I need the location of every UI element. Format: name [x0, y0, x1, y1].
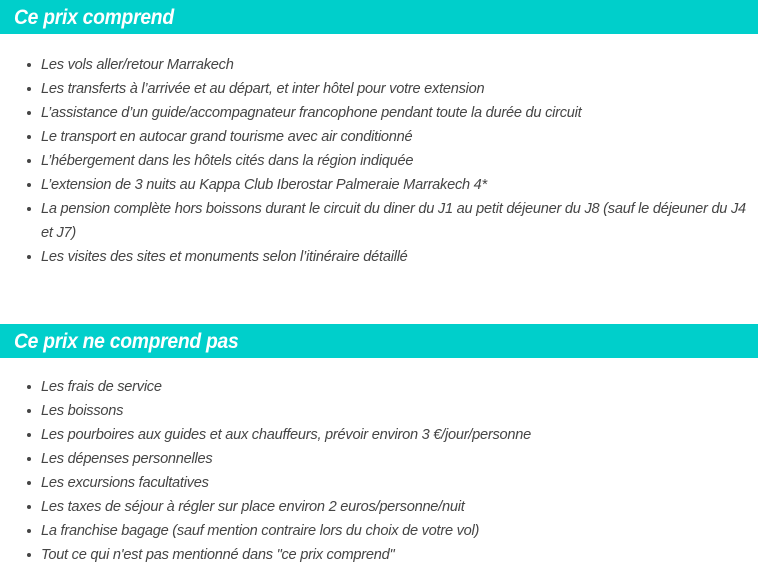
list-item-label: Les vols aller/retour Marrakech — [41, 57, 234, 73]
section-body-included — [0, 53, 758, 269]
section-title-included: Ce prix comprend — [14, 5, 174, 29]
section-body-not-included — [0, 375, 758, 567]
list-item-label: Les frais de service — [41, 379, 162, 395]
list-item-label: Les transferts à l’arrivée et au départ, et inter hôtel pour votre extension — [41, 81, 485, 97]
bullet-icon — [27, 87, 31, 91]
list-item — [0, 53, 758, 77]
list-item-label: Les pourboires aux guides et aux chauffeurs, prévoir environ 3 €/jour/personne — [41, 427, 531, 443]
section-spacer — [0, 269, 758, 324]
list-item — [0, 149, 758, 173]
list-item — [0, 375, 758, 399]
bullet-icon — [27, 183, 31, 187]
bullet-icon — [27, 433, 31, 437]
bullet-icon — [27, 207, 31, 211]
bullet-icon — [27, 135, 31, 139]
bullet-icon — [27, 457, 31, 461]
bullet-icon — [27, 111, 31, 115]
section-title-not-included: Ce prix ne comprend pas — [14, 329, 239, 353]
bullet-icon — [27, 409, 31, 413]
list-item-label: Les taxes de séjour à régler sur place environ 2 euros/personne/nuit — [41, 499, 465, 515]
list-item — [0, 173, 758, 197]
list-item — [0, 101, 758, 125]
list-item — [0, 471, 758, 495]
list-item-label: Les boissons — [41, 403, 124, 419]
list-item-label: Tout ce qui n'est pas mentionné dans "ce prix comprend" — [41, 547, 395, 563]
bullet-icon — [27, 385, 31, 389]
spacer-above-included-list — [0, 34, 758, 53]
section-header-not-included — [0, 324, 758, 358]
section-header-included — [0, 0, 758, 34]
list-item-label: Les visites des sites et monuments selon l’itinéraire détaillé — [41, 249, 408, 265]
bullet-icon — [27, 529, 31, 533]
bullet-icon — [27, 63, 31, 67]
bullet-icon — [27, 481, 31, 485]
list-item-label: La pension complète hors boissons durant le circuit du diner du J1 au petit déjeuner du J8 (sauf le déjeuner du J4 et J7) — [41, 201, 746, 241]
list-item — [0, 77, 758, 101]
bullet-icon — [27, 505, 31, 509]
bullet-icon — [27, 553, 31, 557]
bullet-icon — [27, 255, 31, 259]
list-item — [0, 125, 758, 149]
section-included — [0, 0, 758, 269]
list-item — [0, 495, 758, 519]
included-list — [0, 53, 758, 269]
bullet-icon — [27, 159, 31, 163]
not-included-list — [0, 375, 758, 567]
list-item — [0, 399, 758, 423]
list-item-label: L’assistance d’un guide/accompagnateur francophone pendant toute la durée du circuit — [41, 105, 582, 121]
list-item — [0, 519, 758, 543]
list-item — [0, 543, 758, 567]
list-item-label: L’hébergement dans les hôtels cités dans la région indiquée — [41, 153, 414, 169]
section-not-included — [0, 324, 758, 567]
list-item-label: Les excursions facultatives — [41, 475, 209, 491]
list-item-label: Les dépenses personnelles — [41, 451, 213, 467]
list-item — [0, 197, 758, 245]
list-item-label: La franchise bagage (sauf mention contraire lors du choix de votre vol) — [41, 523, 480, 539]
spacer-above-not-included-list — [0, 358, 758, 375]
list-item — [0, 447, 758, 471]
list-item-label: L’extension de 3 nuits au Kappa Club Iberostar Palmeraie Marrakech 4* — [41, 177, 487, 193]
list-item — [0, 245, 758, 269]
list-item — [0, 423, 758, 447]
list-item-label: Le transport en autocar grand tourisme avec air conditionné — [41, 129, 413, 145]
